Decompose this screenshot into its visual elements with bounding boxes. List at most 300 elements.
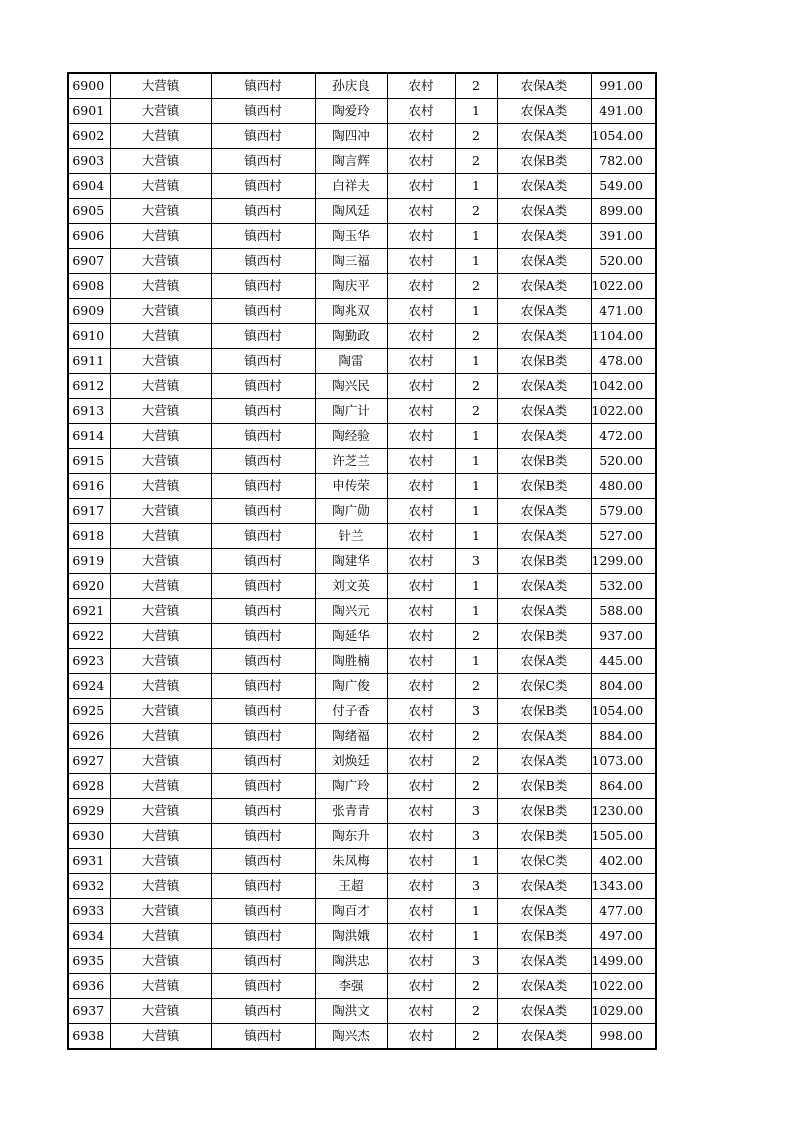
household-count-cell: 1 xyxy=(455,499,497,524)
town-cell: 大营镇 xyxy=(110,524,211,549)
table-row xyxy=(68,874,656,899)
amount-cell: 804.00 xyxy=(591,674,656,699)
village-cell: 镇西村 xyxy=(211,949,315,974)
area-type-cell: 农村 xyxy=(387,224,455,249)
name-cell: 陶兴元 xyxy=(315,599,387,624)
household-count-cell: 1 xyxy=(455,574,497,599)
area-type-cell: 农村 xyxy=(387,724,455,749)
amount-cell: 477.00 xyxy=(591,899,656,924)
household-count-cell: 1 xyxy=(455,174,497,199)
amount-cell: 1022.00 xyxy=(591,974,656,999)
insurance-category-cell: 农保A类 xyxy=(497,899,591,924)
household-count-cell: 1 xyxy=(455,224,497,249)
insurance-category-cell: 农保A类 xyxy=(497,174,591,199)
name-cell: 刘文英 xyxy=(315,574,387,599)
area-type-cell: 农村 xyxy=(387,924,455,949)
town-cell: 大营镇 xyxy=(110,874,211,899)
row-number-cell: 6900 xyxy=(68,73,110,99)
table-row xyxy=(68,174,656,199)
insurance-category-cell: 农保A类 xyxy=(497,249,591,274)
amount-cell: 480.00 xyxy=(591,474,656,499)
row-number-cell: 6921 xyxy=(68,599,110,624)
amount-cell: 402.00 xyxy=(591,849,656,874)
village-cell: 镇西村 xyxy=(211,549,315,574)
amount-cell: 491.00 xyxy=(591,99,656,124)
insurance-category-cell: 农保A类 xyxy=(497,574,591,599)
household-count-cell: 3 xyxy=(455,549,497,574)
table-row xyxy=(68,774,656,799)
row-number-cell: 6909 xyxy=(68,299,110,324)
insurance-category-cell: 农保C类 xyxy=(497,849,591,874)
village-cell: 镇西村 xyxy=(211,449,315,474)
amount-cell: 527.00 xyxy=(591,524,656,549)
insurance-category-cell: 农保A类 xyxy=(497,874,591,899)
table-row xyxy=(68,149,656,174)
household-count-cell: 1 xyxy=(455,299,497,324)
row-number-cell: 6932 xyxy=(68,874,110,899)
town-cell: 大营镇 xyxy=(110,724,211,749)
area-type-cell: 农村 xyxy=(387,73,455,99)
row-number-cell: 6903 xyxy=(68,149,110,174)
household-count-cell: 3 xyxy=(455,824,497,849)
area-type-cell: 农村 xyxy=(387,324,455,349)
amount-cell: 1054.00 xyxy=(591,124,656,149)
row-number-cell: 6902 xyxy=(68,124,110,149)
amount-cell: 520.00 xyxy=(591,249,656,274)
amount-cell: 472.00 xyxy=(591,424,656,449)
insurance-category-cell: 农保A类 xyxy=(497,374,591,399)
name-cell: 朱凤梅 xyxy=(315,849,387,874)
name-cell: 陶爱玲 xyxy=(315,99,387,124)
insurance-category-cell: 农保A类 xyxy=(497,524,591,549)
row-number-cell: 6915 xyxy=(68,449,110,474)
row-number-cell: 6934 xyxy=(68,924,110,949)
name-cell: 陶兆双 xyxy=(315,299,387,324)
amount-cell: 1029.00 xyxy=(591,999,656,1024)
area-type-cell: 农村 xyxy=(387,449,455,474)
insurance-category-cell: 农保B类 xyxy=(497,799,591,824)
household-count-cell: 1 xyxy=(455,349,497,374)
household-count-cell: 2 xyxy=(455,724,497,749)
village-cell: 镇西村 xyxy=(211,374,315,399)
row-number-cell: 6931 xyxy=(68,849,110,874)
table-row xyxy=(68,899,656,924)
village-cell: 镇西村 xyxy=(211,674,315,699)
table-row xyxy=(68,99,656,124)
row-number-cell: 6907 xyxy=(68,249,110,274)
household-count-cell: 2 xyxy=(455,999,497,1024)
insurance-category-cell: 农保A类 xyxy=(497,974,591,999)
area-type-cell: 农村 xyxy=(387,699,455,724)
name-cell: 陶四冲 xyxy=(315,124,387,149)
row-number-cell: 6906 xyxy=(68,224,110,249)
village-cell: 镇西村 xyxy=(211,974,315,999)
amount-cell: 1104.00 xyxy=(591,324,656,349)
village-cell: 镇西村 xyxy=(211,999,315,1024)
village-cell: 镇西村 xyxy=(211,424,315,449)
name-cell: 陶兴民 xyxy=(315,374,387,399)
insurance-category-cell: 农保A类 xyxy=(497,399,591,424)
insurance-category-cell: 农保A类 xyxy=(497,649,591,674)
town-cell: 大营镇 xyxy=(110,1024,211,1050)
household-count-cell: 2 xyxy=(455,73,497,99)
amount-cell: 588.00 xyxy=(591,599,656,624)
amount-cell: 998.00 xyxy=(591,1024,656,1050)
table-row xyxy=(68,549,656,574)
village-cell: 镇西村 xyxy=(211,474,315,499)
area-type-cell: 农村 xyxy=(387,749,455,774)
table-row xyxy=(68,724,656,749)
insurance-category-cell: 农保B类 xyxy=(497,699,591,724)
name-cell: 陶建华 xyxy=(315,549,387,574)
village-cell: 镇西村 xyxy=(211,149,315,174)
village-cell: 镇西村 xyxy=(211,99,315,124)
insurance-category-cell: 农保A类 xyxy=(497,324,591,349)
area-type-cell: 农村 xyxy=(387,824,455,849)
household-count-cell: 1 xyxy=(455,524,497,549)
household-count-cell: 2 xyxy=(455,374,497,399)
amount-cell: 520.00 xyxy=(591,449,656,474)
village-cell: 镇西村 xyxy=(211,724,315,749)
name-cell: 孙庆良 xyxy=(315,73,387,99)
amount-cell: 478.00 xyxy=(591,349,656,374)
area-type-cell: 农村 xyxy=(387,374,455,399)
table-row xyxy=(68,424,656,449)
amount-cell: 1022.00 xyxy=(591,274,656,299)
amount-cell: 1499.00 xyxy=(591,949,656,974)
insurance-category-cell: 农保B类 xyxy=(497,149,591,174)
row-number-cell: 6933 xyxy=(68,899,110,924)
town-cell: 大营镇 xyxy=(110,574,211,599)
name-cell: 陶洪文 xyxy=(315,999,387,1024)
name-cell: 许芝兰 xyxy=(315,449,387,474)
town-cell: 大营镇 xyxy=(110,999,211,1024)
row-number-cell: 6910 xyxy=(68,324,110,349)
household-count-cell: 3 xyxy=(455,874,497,899)
village-cell: 镇西村 xyxy=(211,799,315,824)
area-type-cell: 农村 xyxy=(387,974,455,999)
household-count-cell: 2 xyxy=(455,1024,497,1050)
village-cell: 镇西村 xyxy=(211,249,315,274)
name-cell: 张青青 xyxy=(315,799,387,824)
table-row xyxy=(68,399,656,424)
village-cell: 镇西村 xyxy=(211,624,315,649)
area-type-cell: 农村 xyxy=(387,524,455,549)
area-type-cell: 农村 xyxy=(387,124,455,149)
table-row xyxy=(68,274,656,299)
name-cell: 陶玉华 xyxy=(315,224,387,249)
row-number-cell: 6929 xyxy=(68,799,110,824)
insurance-category-cell: 农保A类 xyxy=(497,124,591,149)
amount-cell: 1042.00 xyxy=(591,374,656,399)
name-cell: 陶延华 xyxy=(315,624,387,649)
row-number-cell: 6914 xyxy=(68,424,110,449)
area-type-cell: 农村 xyxy=(387,349,455,374)
row-number-cell: 6911 xyxy=(68,349,110,374)
name-cell: 陶东升 xyxy=(315,824,387,849)
insurance-category-cell: 农保B类 xyxy=(497,824,591,849)
town-cell: 大营镇 xyxy=(110,274,211,299)
town-cell: 大营镇 xyxy=(110,299,211,324)
town-cell: 大营镇 xyxy=(110,249,211,274)
household-count-cell: 2 xyxy=(455,149,497,174)
table-row xyxy=(68,574,656,599)
table-row xyxy=(68,824,656,849)
amount-cell: 991.00 xyxy=(591,73,656,99)
village-cell: 镇西村 xyxy=(211,274,315,299)
amount-cell: 1073.00 xyxy=(591,749,656,774)
insurance-category-cell: 农保A类 xyxy=(497,599,591,624)
village-cell: 镇西村 xyxy=(211,774,315,799)
village-cell: 镇西村 xyxy=(211,349,315,374)
town-cell: 大营镇 xyxy=(110,974,211,999)
area-type-cell: 农村 xyxy=(387,599,455,624)
row-number-cell: 6919 xyxy=(68,549,110,574)
area-type-cell: 农村 xyxy=(387,199,455,224)
table-row xyxy=(68,474,656,499)
table-row xyxy=(68,674,656,699)
town-cell: 大营镇 xyxy=(110,824,211,849)
row-number-cell: 6937 xyxy=(68,999,110,1024)
insurance-category-cell: 农保A类 xyxy=(497,224,591,249)
row-number-cell: 6930 xyxy=(68,824,110,849)
insurance-category-cell: 农保B类 xyxy=(497,774,591,799)
town-cell: 大营镇 xyxy=(110,649,211,674)
table-row xyxy=(68,649,656,674)
village-cell: 镇西村 xyxy=(211,649,315,674)
town-cell: 大营镇 xyxy=(110,749,211,774)
area-type-cell: 农村 xyxy=(387,549,455,574)
area-type-cell: 农村 xyxy=(387,499,455,524)
insurance-category-cell: 农保A类 xyxy=(497,949,591,974)
town-cell: 大营镇 xyxy=(110,99,211,124)
amount-cell: 497.00 xyxy=(591,924,656,949)
name-cell: 针兰 xyxy=(315,524,387,549)
insurance-category-cell: 农保A类 xyxy=(497,749,591,774)
amount-cell: 864.00 xyxy=(591,774,656,799)
row-number-cell: 6936 xyxy=(68,974,110,999)
name-cell: 陶兴杰 xyxy=(315,1024,387,1050)
town-cell: 大营镇 xyxy=(110,549,211,574)
household-count-cell: 1 xyxy=(455,924,497,949)
name-cell: 付子香 xyxy=(315,699,387,724)
row-number-cell: 6912 xyxy=(68,374,110,399)
row-number-cell: 6935 xyxy=(68,949,110,974)
table-row xyxy=(68,324,656,349)
town-cell: 大营镇 xyxy=(110,499,211,524)
village-cell: 镇西村 xyxy=(211,574,315,599)
name-cell: 李强 xyxy=(315,974,387,999)
row-number-cell: 6925 xyxy=(68,699,110,724)
name-cell: 陶洪娥 xyxy=(315,924,387,949)
name-cell: 陶勤政 xyxy=(315,324,387,349)
amount-cell: 1230.00 xyxy=(591,799,656,824)
town-cell: 大营镇 xyxy=(110,474,211,499)
amount-cell: 937.00 xyxy=(591,624,656,649)
table-row xyxy=(68,1024,656,1050)
town-cell: 大营镇 xyxy=(110,374,211,399)
table-row xyxy=(68,199,656,224)
table-row xyxy=(68,349,656,374)
amount-cell: 1299.00 xyxy=(591,549,656,574)
table-row xyxy=(68,224,656,249)
row-number-cell: 6901 xyxy=(68,99,110,124)
amount-cell: 471.00 xyxy=(591,299,656,324)
household-count-cell: 1 xyxy=(455,99,497,124)
table-row xyxy=(68,449,656,474)
amount-cell: 1343.00 xyxy=(591,874,656,899)
insurance-category-cell: 农保B类 xyxy=(497,549,591,574)
household-count-cell: 2 xyxy=(455,199,497,224)
town-cell: 大营镇 xyxy=(110,699,211,724)
name-cell: 陶洪忠 xyxy=(315,949,387,974)
amount-cell: 549.00 xyxy=(591,174,656,199)
insurance-category-cell: 农保A类 xyxy=(497,724,591,749)
insurance-category-cell: 农保A类 xyxy=(497,299,591,324)
amount-cell: 899.00 xyxy=(591,199,656,224)
name-cell: 陶言辉 xyxy=(315,149,387,174)
name-cell: 陶广勋 xyxy=(315,499,387,524)
row-number-cell: 6920 xyxy=(68,574,110,599)
town-cell: 大营镇 xyxy=(110,799,211,824)
household-count-cell: 2 xyxy=(455,974,497,999)
amount-cell: 579.00 xyxy=(591,499,656,524)
household-count-cell: 2 xyxy=(455,624,497,649)
insurance-category-cell: 农保A类 xyxy=(497,199,591,224)
row-number-cell: 6923 xyxy=(68,649,110,674)
area-type-cell: 农村 xyxy=(387,249,455,274)
household-count-cell: 2 xyxy=(455,274,497,299)
town-cell: 大营镇 xyxy=(110,73,211,99)
table-row xyxy=(68,299,656,324)
insurance-category-cell: 农保B类 xyxy=(497,349,591,374)
town-cell: 大营镇 xyxy=(110,624,211,649)
insurance-category-cell: 农保A类 xyxy=(497,99,591,124)
row-number-cell: 6905 xyxy=(68,199,110,224)
name-cell: 陶风廷 xyxy=(315,199,387,224)
household-count-cell: 1 xyxy=(455,849,497,874)
table-body xyxy=(68,73,656,1049)
household-count-cell: 3 xyxy=(455,699,497,724)
household-count-cell: 2 xyxy=(455,749,497,774)
area-type-cell: 农村 xyxy=(387,174,455,199)
insurance-category-cell: 农保B类 xyxy=(497,474,591,499)
insurance-category-cell: 农保A类 xyxy=(497,424,591,449)
town-cell: 大营镇 xyxy=(110,224,211,249)
household-count-cell: 1 xyxy=(455,449,497,474)
table-row xyxy=(68,799,656,824)
village-cell: 镇西村 xyxy=(211,299,315,324)
insurance-category-cell: 农保B类 xyxy=(497,449,591,474)
area-type-cell: 农村 xyxy=(387,899,455,924)
area-type-cell: 农村 xyxy=(387,999,455,1024)
village-cell: 镇西村 xyxy=(211,224,315,249)
village-cell: 镇西村 xyxy=(211,849,315,874)
household-count-cell: 3 xyxy=(455,949,497,974)
area-type-cell: 农村 xyxy=(387,949,455,974)
village-cell: 镇西村 xyxy=(211,73,315,99)
table-row xyxy=(68,524,656,549)
insurance-category-cell: 农保B类 xyxy=(497,624,591,649)
name-cell: 陶经验 xyxy=(315,424,387,449)
name-cell: 陶胜楠 xyxy=(315,649,387,674)
insurance-category-cell: 农保A类 xyxy=(497,499,591,524)
household-count-cell: 2 xyxy=(455,774,497,799)
area-type-cell: 农村 xyxy=(387,474,455,499)
row-number-cell: 6904 xyxy=(68,174,110,199)
row-number-cell: 6924 xyxy=(68,674,110,699)
amount-cell: 1022.00 xyxy=(591,399,656,424)
table-row xyxy=(68,949,656,974)
row-number-cell: 6928 xyxy=(68,774,110,799)
area-type-cell: 农村 xyxy=(387,399,455,424)
town-cell: 大营镇 xyxy=(110,424,211,449)
roster-table xyxy=(67,72,657,1050)
name-cell: 陶庆平 xyxy=(315,274,387,299)
town-cell: 大营镇 xyxy=(110,899,211,924)
town-cell: 大营镇 xyxy=(110,324,211,349)
village-cell: 镇西村 xyxy=(211,1024,315,1050)
name-cell: 白祥夫 xyxy=(315,174,387,199)
village-cell: 镇西村 xyxy=(211,524,315,549)
area-type-cell: 农村 xyxy=(387,574,455,599)
row-number-cell: 6938 xyxy=(68,1024,110,1050)
village-cell: 镇西村 xyxy=(211,499,315,524)
village-cell: 镇西村 xyxy=(211,199,315,224)
household-count-cell: 2 xyxy=(455,324,497,349)
area-type-cell: 农村 xyxy=(387,874,455,899)
area-type-cell: 农村 xyxy=(387,99,455,124)
insurance-category-cell: 农保A类 xyxy=(497,1024,591,1050)
area-type-cell: 农村 xyxy=(387,624,455,649)
table-row xyxy=(68,974,656,999)
village-cell: 镇西村 xyxy=(211,599,315,624)
table-row xyxy=(68,249,656,274)
town-cell: 大营镇 xyxy=(110,149,211,174)
insurance-category-cell: 农保A类 xyxy=(497,73,591,99)
area-type-cell: 农村 xyxy=(387,849,455,874)
town-cell: 大营镇 xyxy=(110,924,211,949)
village-cell: 镇西村 xyxy=(211,874,315,899)
amount-cell: 1054.00 xyxy=(591,699,656,724)
table-row xyxy=(68,849,656,874)
name-cell: 陶百才 xyxy=(315,899,387,924)
name-cell: 陶绪福 xyxy=(315,724,387,749)
row-number-cell: 6922 xyxy=(68,624,110,649)
name-cell: 王超 xyxy=(315,874,387,899)
village-cell: 镇西村 xyxy=(211,699,315,724)
area-type-cell: 农村 xyxy=(387,299,455,324)
area-type-cell: 农村 xyxy=(387,1024,455,1050)
household-count-cell: 2 xyxy=(455,674,497,699)
name-cell: 陶雷 xyxy=(315,349,387,374)
row-number-cell: 6908 xyxy=(68,274,110,299)
table-row xyxy=(68,499,656,524)
household-count-cell: 3 xyxy=(455,799,497,824)
row-number-cell: 6926 xyxy=(68,724,110,749)
insurance-category-cell: 农保C类 xyxy=(497,674,591,699)
table-row xyxy=(68,924,656,949)
table-row xyxy=(68,374,656,399)
table-row xyxy=(68,73,656,99)
name-cell: 陶广玲 xyxy=(315,774,387,799)
table-row xyxy=(68,699,656,724)
amount-cell: 782.00 xyxy=(591,149,656,174)
area-type-cell: 农村 xyxy=(387,649,455,674)
area-type-cell: 农村 xyxy=(387,274,455,299)
village-cell: 镇西村 xyxy=(211,124,315,149)
table-row xyxy=(68,749,656,774)
